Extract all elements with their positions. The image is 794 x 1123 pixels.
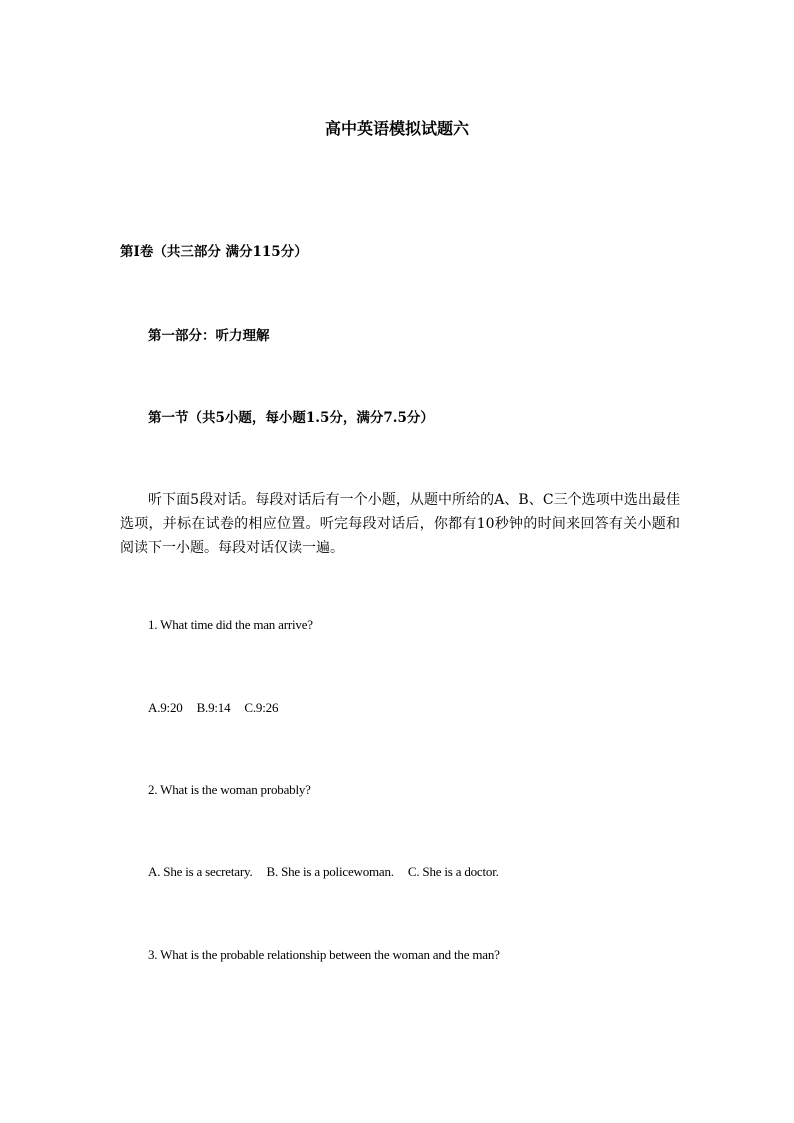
question-1-stem: 1. What time did the man arrive? [148, 617, 313, 632]
section-heading: 第一节（共5小题，每小题1.5分，满分7.5分） [148, 410, 434, 426]
question-2-options [148, 864, 499, 880]
volume-heading: 第Ⅰ卷（共三部分 满分115分） [120, 244, 308, 260]
question-2-option-a: A. She is a secretary. [148, 864, 253, 879]
question-1-option-a: A.9:20 [148, 700, 183, 715]
question-2-option-c: C. She is a doctor. [407, 864, 499, 879]
question-2-option-b: B. She is a policewoman. [266, 864, 394, 879]
question-3-stem: 3. What is the probable relationship between the woman and the man? [148, 947, 500, 962]
instructions-paragraph: 听下面5段对话。每段对话后有一个小题，从题中所给的A、B、C三个选项中选出最佳选项，并标在试卷的相应位置。听完每段对话后，你都有10秒钟的时间来回答有关小题和阅读下一小题。每段对话仅读一遍。 [120, 492, 680, 556]
document-title: 高中英语模拟试题六 [324, 119, 469, 138]
question-1-option-b: B.9:14 [196, 700, 231, 715]
question-2-stem: 2. What is the woman probably? [148, 782, 311, 797]
question-1-option-c: C.9:26 [244, 700, 279, 715]
question-1-options [148, 700, 278, 716]
part-heading: 第一部分：听力理解 [148, 328, 270, 344]
